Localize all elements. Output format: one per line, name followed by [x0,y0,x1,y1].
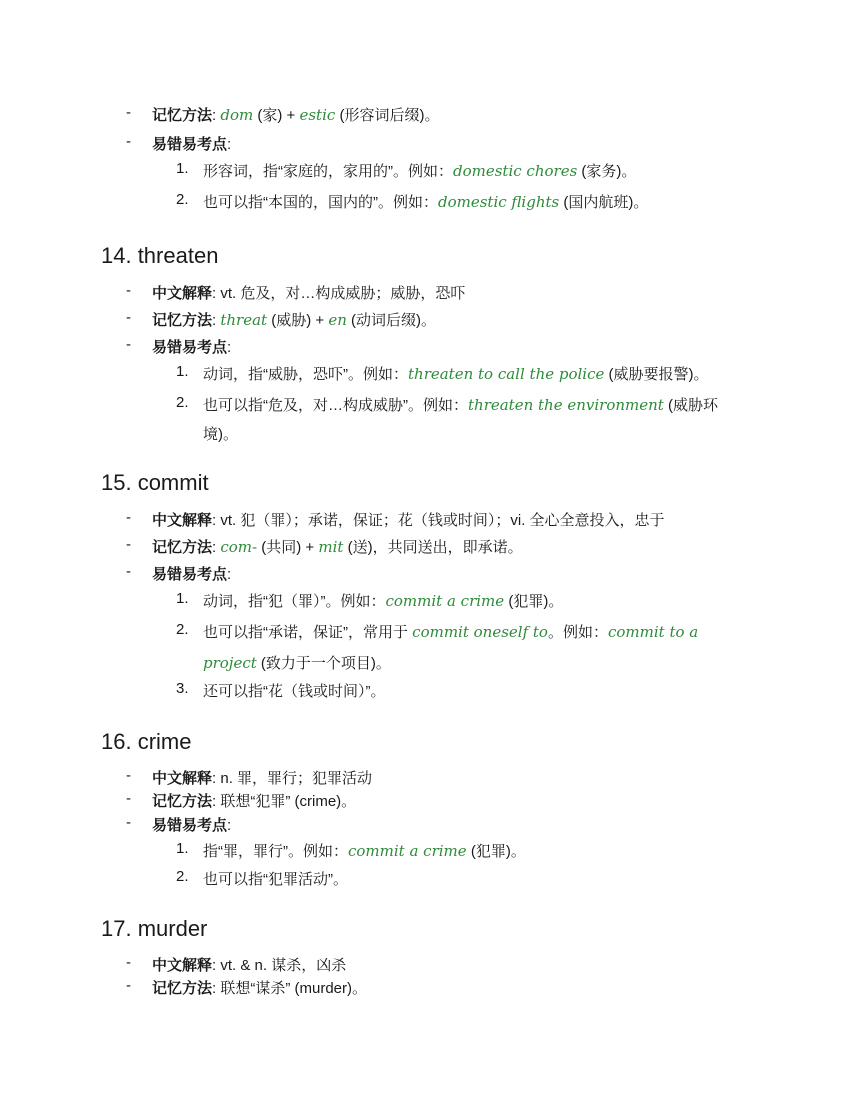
text-run: 动词，指“犯（罪）”。例如： [203,593,386,610]
text-run: (送)，共同送出，即承诺。 [343,539,523,556]
example-term: en [328,311,347,329]
field-label: 中文解释 [152,957,213,974]
text-run: 也可以指“本国的，国内的”。例如： [203,194,438,211]
example-term: com- [220,538,258,556]
line-text [152,977,367,998]
list-number: 2. [176,621,189,638]
line-text [203,363,709,384]
text-run: (威胁) + [267,312,329,329]
list-number: 1. [176,840,189,857]
field-label: 记忆方法 [152,312,213,329]
text-run: (国内航班)。 [559,194,649,211]
bullet-dash: - [126,309,131,326]
bullet-dash: - [126,790,131,807]
line-text [203,868,348,889]
bullet-dash: - [126,282,131,299]
example-term: domestic chores [453,162,578,180]
line-text [152,814,231,835]
bullet-dash: - [126,336,131,353]
example-term: dom [220,106,254,124]
line-text [152,309,436,330]
bullet-dash: - [126,767,131,784]
line-text [203,621,698,642]
line-text [203,423,238,444]
text-run: : [212,107,221,124]
text-run: : vt. 危及，对…构成威胁；威胁，恐吓 [212,285,466,302]
field-label: 中文解释 [152,512,213,529]
example-term: mit [318,538,344,556]
line-text [152,767,372,788]
example-term: commit a crime [385,592,505,610]
text-run: : 联想“犯罪” (crime)。 [212,793,357,810]
bullet-dash: - [126,536,131,553]
heading-text [101,729,191,755]
field-label: 中文解释 [152,285,213,302]
field-label: 易错易考点 [152,817,228,834]
text-run: 。例如： [547,624,608,641]
text-run: 也可以指“危及，对…构成威胁”。例如： [203,397,468,414]
field-label: 记忆方法 [152,793,213,810]
text-run: (家) + [253,107,300,124]
example-term: estic [299,106,336,124]
line-text [203,652,391,673]
text-run: 指“罪，罪行”。例如： [203,843,348,860]
example-term: commit a crime [348,842,467,860]
bullet-dash: - [126,509,131,526]
text-run: (犯罪)。 [466,843,526,860]
field-label: 易错易考点 [152,136,228,153]
field-label: 记忆方法 [152,107,213,124]
text-run: 15. commit [101,470,209,495]
example-term: domestic flights [438,193,560,211]
line-text [203,590,563,611]
text-run: (犯罪)。 [504,593,564,610]
bullet-dash: - [126,133,131,150]
list-number: 1. [176,363,189,380]
text-run: 也可以指“承诺，保证”，常用于 [203,624,413,641]
line-text [203,680,386,701]
list-number: 3. [176,680,189,697]
list-number: 2. [176,394,189,411]
bullet-dash: - [126,954,131,971]
line-text [152,536,523,557]
example-term: threaten to call the police [408,365,605,383]
text-run: (形容词后缀)。 [335,107,440,124]
field-label: 记忆方法 [152,539,213,556]
list-number: 2. [176,868,189,885]
text-run: : [212,312,221,329]
text-run: 14. threaten [101,243,219,268]
text-run: : [227,817,232,834]
field-label: 易错易考点 [152,566,228,583]
text-run: 动词，指“威胁，恐吓”。例如： [203,366,408,383]
bullet-dash: - [126,563,131,580]
line-text [203,394,718,415]
line-text [203,191,648,212]
text-run: : n. 罪，罪行；犯罪活动 [212,770,373,787]
list-number: 2. [176,191,189,208]
text-run: (威胁环 [663,397,718,414]
list-number: 1. [176,160,189,177]
text-run: (致力于一个项目)。 [256,655,391,672]
example-term: threaten the environment [468,396,664,414]
text-run: : [227,566,232,583]
line-text [152,954,346,975]
text-run: (家务)。 [577,163,637,180]
example-term: commit oneself to [412,623,548,641]
list-number: 1. [176,590,189,607]
heading-text [101,470,209,496]
text-run: 17. murder [101,916,208,941]
field-label: 易错易考点 [152,339,228,356]
text-run: : 联想“谋杀” (murder)。 [212,980,368,997]
line-text [152,104,439,125]
text-run: 16. crime [101,729,192,754]
text-run: 还可以指“花（钱或时间）”。 [203,683,386,700]
text-run: 境)。 [203,426,238,443]
text-run: : [212,539,221,556]
text-run: 也可以指“犯罪活动”。 [203,871,348,888]
example-term: threat [220,311,268,329]
text-run: 形容词，指“家庭的，家用的”。例如： [203,163,453,180]
line-text [152,790,356,811]
text-run: : [227,136,232,153]
line-text [152,563,231,584]
text-run: : [227,339,232,356]
line-text [203,840,526,861]
example-term: project [203,654,257,672]
example-term: commit to a [607,623,699,641]
field-label: 记忆方法 [152,980,213,997]
text-run: : vt. & n. 谋杀，凶杀 [212,957,347,974]
heading-text [101,243,218,269]
text-run: : vt. 犯（罪）；承诺，保证；花（钱或时间）；vi. 全心全意投入，忠于 [212,512,665,529]
bullet-dash: - [126,104,131,121]
line-text [152,133,231,154]
field-label: 中文解释 [152,770,213,787]
line-text [152,336,231,357]
line-text [152,282,465,303]
text-run: (动词后缀)。 [346,312,437,329]
line-text [152,509,665,530]
text-run: (共同) + [257,539,319,556]
bullet-dash: - [126,814,131,831]
text-run: (威胁要报警)。 [604,366,709,383]
heading-text [101,916,207,942]
bullet-dash: - [126,977,131,994]
line-text [203,160,636,181]
